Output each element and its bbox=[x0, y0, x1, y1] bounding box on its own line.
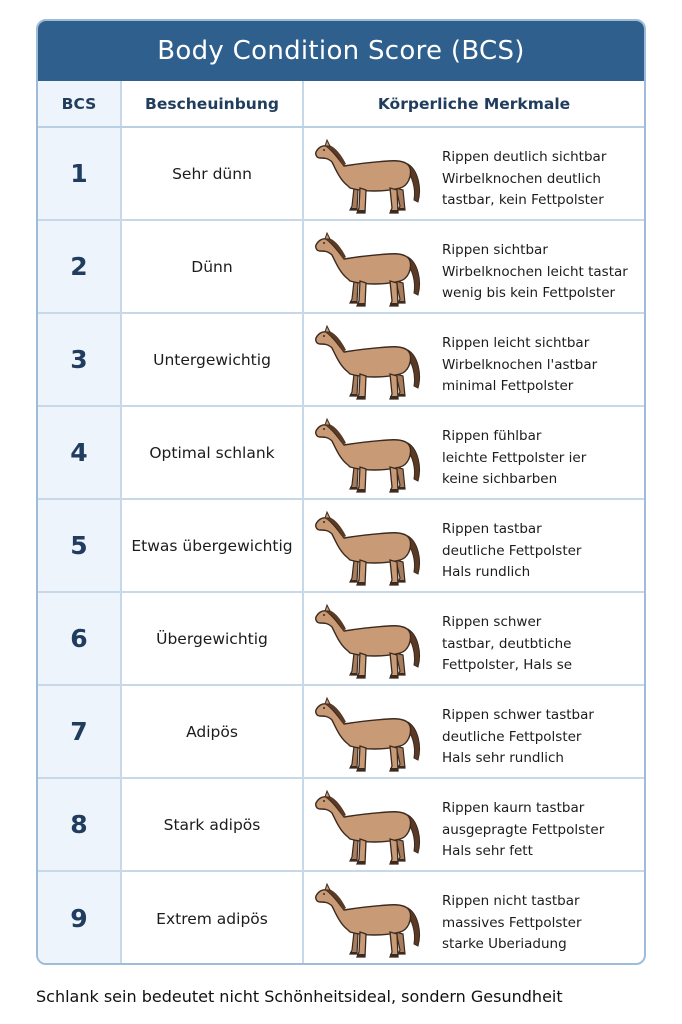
feature-line: Wirbelknochen l'astbar bbox=[442, 356, 598, 373]
bcs-features-text bbox=[442, 240, 628, 305]
table-row-5 bbox=[38, 500, 644, 593]
bcs-features-text bbox=[442, 612, 572, 677]
table-row-4 bbox=[38, 407, 644, 500]
feature-line: Rippen kaurn tastbar bbox=[442, 800, 585, 816]
bcs-description: Übergewichtig bbox=[120, 593, 302, 684]
feature-line: minimal Fettpolster bbox=[442, 378, 574, 394]
feature-line: Hals sehr fett bbox=[442, 843, 533, 859]
table-row-3 bbox=[38, 314, 644, 407]
bcs-score: 4 bbox=[38, 407, 120, 498]
feature-line: Rippen fühlbar bbox=[442, 428, 542, 444]
bcs-score: 5 bbox=[38, 500, 120, 591]
table-row-6 bbox=[38, 593, 644, 686]
horse-icon bbox=[314, 694, 426, 774]
feature-line: keine sichbarben bbox=[442, 471, 558, 487]
bcs-features-text bbox=[442, 705, 594, 770]
feature-line: ausgepragte Fettpolster bbox=[442, 821, 605, 838]
bcs-score: 1 bbox=[38, 128, 120, 219]
bcs-description: Stark adipös bbox=[120, 779, 302, 870]
horse-icon bbox=[314, 601, 426, 681]
feature-line: Rippen tastbar bbox=[442, 521, 542, 537]
bcs-features-cell bbox=[302, 593, 644, 684]
feature-line: Fettpolster, Hals se bbox=[442, 657, 573, 673]
feature-line: starke Uberiadung bbox=[442, 936, 567, 952]
bcs-description: Optimal schlank bbox=[120, 407, 302, 498]
feature-line: Rippen schwer tastbar bbox=[442, 707, 594, 723]
bcs-description: Untergewichtig bbox=[120, 314, 302, 405]
bcs-score: 3 bbox=[38, 314, 120, 405]
bcs-table bbox=[36, 19, 646, 965]
horse-icon bbox=[314, 415, 426, 495]
bcs-features-cell bbox=[302, 128, 644, 219]
table-title: Body Condition Score (BCS) bbox=[38, 21, 644, 81]
feature-line: Wirbelknochen deutlich bbox=[442, 170, 601, 187]
table-row-1 bbox=[38, 128, 644, 221]
feature-line: Rippen nicht tastbar bbox=[442, 893, 580, 909]
bcs-score: 9 bbox=[38, 872, 120, 965]
footer-note: Schlank sein bedeutet nicht Schönheitsideal, sondern Gesundheit bbox=[36, 987, 563, 1006]
bcs-features-text bbox=[442, 333, 597, 398]
bcs-description: Etwas übergewichtig bbox=[120, 500, 302, 591]
table-body bbox=[38, 128, 644, 965]
feature-line: tastbar, deutbtiche bbox=[442, 635, 572, 652]
bcs-features-cell bbox=[302, 500, 644, 591]
bcs-description: Adipös bbox=[120, 686, 302, 777]
header-description: Bescheuinbung bbox=[120, 81, 302, 126]
feature-line: Rippen sichtbar bbox=[442, 242, 548, 258]
feature-line: deutliche Fettpolster bbox=[442, 542, 582, 559]
horse-icon bbox=[314, 508, 426, 588]
bcs-score: 7 bbox=[38, 686, 120, 777]
bcs-features-text bbox=[442, 798, 604, 863]
bcs-features-text bbox=[442, 147, 606, 212]
table-row-9 bbox=[38, 872, 644, 965]
table-header-row bbox=[38, 81, 644, 128]
feature-line: Rippen leicht sichtbar bbox=[442, 335, 590, 351]
feature-line: leichte Fettpolster ier bbox=[442, 449, 587, 466]
bcs-features-cell bbox=[302, 407, 644, 498]
bcs-features-cell bbox=[302, 221, 644, 312]
bcs-description: Dünn bbox=[120, 221, 302, 312]
bcs-features-text bbox=[442, 519, 581, 584]
feature-line: wenig bis kein Fettpolster bbox=[442, 285, 616, 301]
feature-line: deutliche Fettpolster bbox=[442, 728, 582, 745]
feature-line: Rippen deutlich sichtbar bbox=[442, 149, 607, 165]
table-row-8 bbox=[38, 779, 644, 872]
table-row-7 bbox=[38, 686, 644, 779]
bcs-score: 2 bbox=[38, 221, 120, 312]
bcs-features-cell bbox=[302, 314, 644, 405]
horse-icon bbox=[314, 322, 426, 402]
header-features: Körperliche Merkmale bbox=[302, 81, 644, 126]
bcs-description: Extrem adipös bbox=[120, 872, 302, 965]
table-row-2 bbox=[38, 221, 644, 314]
bcs-score: 8 bbox=[38, 779, 120, 870]
feature-line: Wirbelknochen leicht tastar bbox=[442, 263, 628, 280]
feature-line: Rippen schwer bbox=[442, 614, 542, 630]
bcs-score: 6 bbox=[38, 593, 120, 684]
bcs-features-cell bbox=[302, 872, 644, 965]
header-bcs: BCS bbox=[38, 81, 120, 126]
feature-line: tastbar, kein Fettpolster bbox=[442, 192, 604, 208]
bcs-features-cell bbox=[302, 779, 644, 870]
horse-icon bbox=[314, 787, 426, 867]
bcs-features-text bbox=[442, 426, 586, 491]
horse-icon bbox=[314, 229, 426, 309]
feature-line: massives Fettpolster bbox=[442, 914, 582, 931]
feature-line: Hals rundlich bbox=[442, 564, 531, 580]
horse-icon bbox=[314, 880, 426, 960]
bcs-features-text bbox=[442, 891, 582, 956]
feature-line: Hals sehr rundlich bbox=[442, 750, 564, 766]
bcs-description: Sehr dünn bbox=[120, 128, 302, 219]
horse-icon bbox=[314, 136, 426, 216]
bcs-features-cell bbox=[302, 686, 644, 777]
